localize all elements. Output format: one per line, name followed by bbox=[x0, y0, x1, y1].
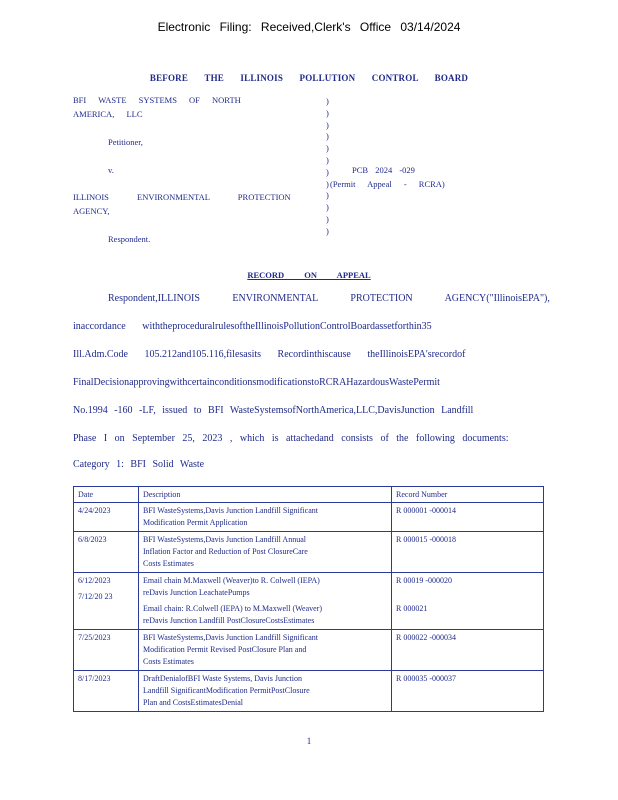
caption-paren: ) bbox=[326, 154, 329, 165]
description-line: Email chain M.Maxwell (Weaver)to R. Colwell (IEPA) bbox=[143, 576, 320, 585]
caption-paren: ) bbox=[326, 107, 329, 118]
caption-paren: ) bbox=[326, 213, 329, 224]
row-description bbox=[139, 671, 392, 712]
description-line: Inflation Factor and Reduction of Post ClosureCare bbox=[143, 547, 308, 556]
caption-paren: ) bbox=[326, 190, 329, 201]
row-date: 8/17/2023 bbox=[74, 671, 139, 712]
respondent-label: Respondent. bbox=[108, 234, 151, 244]
respondent-name-line2: AGENCY, bbox=[73, 206, 110, 216]
description-line: reDavis Junction Landfill PostClosureCostsEstimates bbox=[143, 616, 315, 625]
caption-paren: ) bbox=[326, 166, 329, 177]
header-date: Date bbox=[74, 487, 139, 503]
table-row bbox=[74, 532, 544, 573]
category-heading: Category 1: BFI Solid Waste bbox=[73, 459, 205, 470]
row-date-value: 6/12/2023 bbox=[78, 576, 111, 585]
table-row bbox=[74, 671, 544, 712]
versus-label: v. bbox=[108, 165, 114, 175]
table-row bbox=[74, 630, 544, 671]
row-record: R 000001 -000014 bbox=[392, 503, 544, 532]
caption-paren: ) bbox=[326, 96, 329, 106]
row-record: R 000035 -000037 bbox=[392, 671, 544, 712]
petitioner-name-line1: BFI WASTE SYSTEMS OF NORTH bbox=[73, 95, 241, 105]
record-table bbox=[73, 486, 544, 712]
header-record-number: Record Number bbox=[392, 487, 544, 503]
body-line: Phase I on September 25, 2023 , which is attachedand consists of the following documents: bbox=[73, 433, 509, 444]
board-title: BEFORE THE ILLINOIS POLLUTION CONTROL BOARD bbox=[149, 73, 469, 83]
description-line: Landfill SignificantModification PermitPostClosure bbox=[143, 686, 310, 695]
case-type: (Permit Appeal - RCRA) bbox=[330, 179, 445, 189]
table-row bbox=[74, 573, 544, 630]
body-line: inaccordance withtheproceduralrulesoftheIllinoisPollutionControlBoardassetforthin35 bbox=[73, 321, 432, 332]
caption-paren: ) bbox=[326, 143, 329, 154]
row-description bbox=[139, 503, 392, 532]
row-record-value: R 00019 -000020 bbox=[396, 576, 452, 585]
row-date: 4/24/2023 bbox=[74, 503, 139, 532]
description-line: BFI WasteSystems,Davis Junction Landfill Significant bbox=[143, 506, 318, 515]
row-date-value: 7/12/20 23 bbox=[78, 592, 113, 601]
caption-parentheses bbox=[326, 96, 329, 238]
row-record bbox=[392, 573, 544, 630]
row-description bbox=[139, 573, 392, 630]
row-record-value: R 000021 bbox=[396, 604, 428, 613]
caption-paren: ) bbox=[326, 119, 329, 130]
row-date: 7/25/2023 bbox=[74, 630, 139, 671]
record-on-appeal-title bbox=[0, 270, 618, 280]
row-record: R 000022 -000034 bbox=[392, 630, 544, 671]
petitioner-name-line2: AMERICA, LLC bbox=[73, 109, 143, 119]
body-line: Ill.Adm.Code 105.212and105.116,filesasits Recordinthiscause theIllinoisEPA'srecordof bbox=[73, 349, 466, 360]
body-line: FinalDecisionapprovingwithcertainconditionsmodificationstoRCRAHazardousWastePermit bbox=[73, 377, 440, 388]
body-line: No.1994 -160 -LF, issued to BFI WasteSystemsofNorthAmerica,LLC,DavisJunction Landfill bbox=[73, 405, 474, 416]
header-description: Description bbox=[139, 487, 392, 503]
description-line: BFI WasteSystems,Davis Junction Landfill Significant bbox=[143, 633, 318, 642]
description-line: Email chain: R.Colwell (IEPA) to M.Maxwell (Weaver) bbox=[143, 604, 323, 613]
record-on-appeal-text: RECORD ON APPEAL bbox=[247, 270, 371, 280]
row-date: 6/8/2023 bbox=[74, 532, 139, 573]
caption-paren: ) bbox=[326, 178, 329, 189]
page-number: 1 bbox=[306, 736, 312, 746]
caption-paren: ) bbox=[326, 225, 329, 236]
row-record: R 000015 -000018 bbox=[392, 532, 544, 573]
description-line: Costs Estimates bbox=[143, 559, 194, 568]
description-line: BFI WasteSystems,Davis Junction Landfill Annual bbox=[143, 535, 306, 544]
petitioner-label: Petitioner, bbox=[108, 137, 143, 147]
case-number: PCB 2024 -029 bbox=[352, 165, 415, 175]
description-line: DraftDenialofBFI Waste Systems, Davis Junction bbox=[143, 674, 302, 683]
description-line: Modification Permit Revised PostClosure Plan and bbox=[143, 645, 307, 654]
body-line: Respondent,ILLINOIS ENVIRONMENTAL PROTECTION AGENCY("IllinoisEPA"), bbox=[108, 293, 550, 304]
description-line: Modification Permit Application bbox=[143, 518, 248, 527]
table-row bbox=[74, 503, 544, 532]
caption-paren: ) bbox=[326, 202, 329, 213]
table-header-row bbox=[74, 487, 544, 503]
caption-paren: ) bbox=[326, 131, 329, 142]
row-date bbox=[74, 573, 139, 630]
respondent-name-line1: ILLINOIS ENVIRONMENTAL PROTECTION bbox=[73, 192, 291, 202]
row-description bbox=[139, 630, 392, 671]
filing-header: Electronic Filing: Received,Clerk's Office 03/14/2024 bbox=[157, 20, 461, 34]
description-line: reDavis Junction LeachatePumps bbox=[143, 588, 250, 597]
description-line: Costs Estimates bbox=[143, 657, 194, 666]
description-line: Plan and CostsEstimatesDenial bbox=[143, 698, 243, 707]
row-description bbox=[139, 532, 392, 573]
